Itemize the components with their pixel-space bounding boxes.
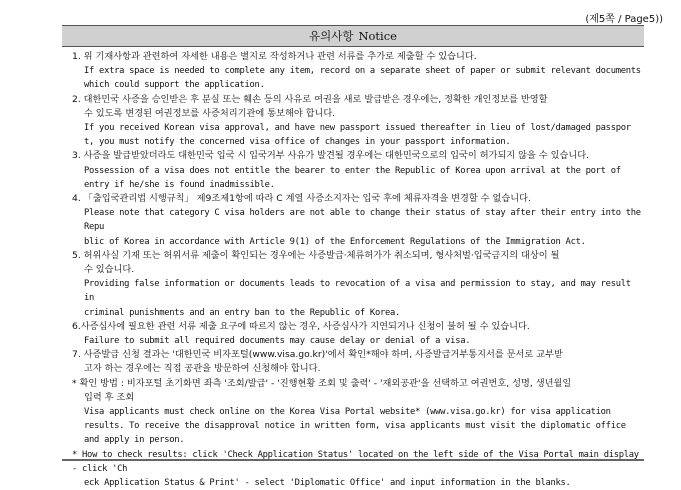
item-7-english-note-line-2: eck Application Status & Print' - select 'Diplomatic Office' and input information in the blanks. <box>84 478 571 489</box>
item-2-english-line-1: If you received Korean visa approval, and have new passport issued thereafter in lieu of lost/damaged passpor <box>84 123 631 134</box>
item-7-english-line-2: results. To receive the disapproval notice in written form, visa applicants must visit the diplomatic office <box>84 421 626 432</box>
item-2-english-line-2: t, you must notify the concerned visa office of changes in your passport information. <box>84 137 511 148</box>
item-4-english-line-1: Please note that category C visa holders are not able to change their status of stay after their entry into the Repu <box>84 208 641 233</box>
notice-item-2 <box>72 93 642 150</box>
item-7-korean-note-line-1: * 확인 방법 : 비자포털 초기화면 좌측 '조회/발급' - '진행현황 조회 및 출력' - '재외공관'을 선택하고 여권번호, 성명, 생년월일 <box>72 377 572 389</box>
item-5-english-line-1: Providing false information or documents leads to revocation of a visa and permission to stay, and may result in <box>84 279 631 304</box>
notice-item-4 <box>72 192 642 249</box>
bottom-divider <box>62 459 644 461</box>
item-2-korean-line-1: 2. 대한민국 사증을 승인받은 후 분실 또는 훼손 등의 사유로 여권을 새로 발급받은 경우에는, 정확한 개인정보를 반영할 <box>72 93 548 105</box>
notice-item-7 <box>72 348 642 490</box>
item-7-korean-line-1: 7. 사증발급 신청 결과는 '대한민국 비자포털(www.visa.go.kr)'에서 확인*해야 하며, 사증발급거부통지서를 문서로 교부받 <box>72 349 563 361</box>
item-6-english-line-1: Failure to submit all required documents may cause delay or denial of a visa. <box>84 336 471 347</box>
item-7-english-note-line-1: * How to check results: click 'Check Application Status' located on the left side of the Visa Portal main display - click 'Ch <box>72 449 639 474</box>
item-1-english-line-1: If extra space is needed to complete any item, record on a separate sheet of paper or submit relevant documents <box>84 66 641 77</box>
item-5-english-line-2: criminal punishments and an entry ban to the Republic of Korea. <box>84 307 401 318</box>
title-english: Notice <box>358 29 397 43</box>
item-1-english-line-2: which could support the application. <box>84 80 265 91</box>
notice-content <box>72 50 642 490</box>
item-3-english-line-2: entry if he/she is found inadmissible. <box>84 179 275 190</box>
item-5-korean-line-1: 5. 허위사실 기재 또는 허위서류 제출이 확인되는 경우에는 사증발급·체류허가가 취소되며, 형사처벌·입국금지의 대상이 될 <box>72 249 560 261</box>
notice-title-bar <box>62 25 644 47</box>
item-4-english-line-2: blic of Korea in accordance with Article 9(1) of the Enforcement Regulations of the Immigration Act. <box>84 236 586 247</box>
item-7-korean-note-line-2: 입력 후 조회 <box>84 391 135 403</box>
item-7-english-line-3: and apply in person. <box>84 435 185 446</box>
item-4-korean-line-1: 4. 「출입국관리법 시행규칙」 제9조제1항에 따라 C 계열 사증소지자는 입국 후에 체류자격을 변경할 수 없습니다. <box>72 193 531 205</box>
item-6-korean-line-1: 6.사증심사에 필요한 관련 서류 제출 요구에 따르지 않는 경우, 사증심사가 지연되거나 신청이 불허 될 수 있습니다. <box>72 320 530 332</box>
item-3-english-line-1: Possession of a visa does not entitle the bearer to enter the Republic of Korea upon arrival at the port of <box>84 165 621 176</box>
notice-item-5 <box>72 249 642 320</box>
item-5-korean-line-2: 수 있습니다. <box>84 264 135 276</box>
notice-item-1 <box>72 50 642 93</box>
notice-item-6 <box>72 320 642 348</box>
notice-item-3 <box>72 149 642 192</box>
item-7-korean-line-2: 고자 하는 경우에는 직접 공관을 방문하여 신청해야 합니다. <box>84 363 321 375</box>
page-number: (제5쪽 / Page5)) <box>585 14 663 25</box>
item-1-korean-line-1: 1. 위 기재사항과 관련하여 자세한 내용은 별지로 작성하거나 관련 서류를 추가로 제출할 수 있습니다. <box>72 51 477 62</box>
item-2-korean-line-2: 수 있도록 변경된 여권정보를 사증처리기관에 통보해야 합니다. <box>84 107 336 119</box>
title-korean: 유의사항 <box>309 29 354 43</box>
item-3-korean-line-1: 3. 사증을 발급받았더라도 대한민국 입국 시 입국거부 사유가 발견될 경우에는 대한민국으로의 입국이 허가되지 않을 수 있습니다. <box>72 150 589 162</box>
item-7-english-line-1: Visa applicants must check online on the Korea Visa Portal website* (www.visa.go.kr) for visa application <box>84 407 611 418</box>
